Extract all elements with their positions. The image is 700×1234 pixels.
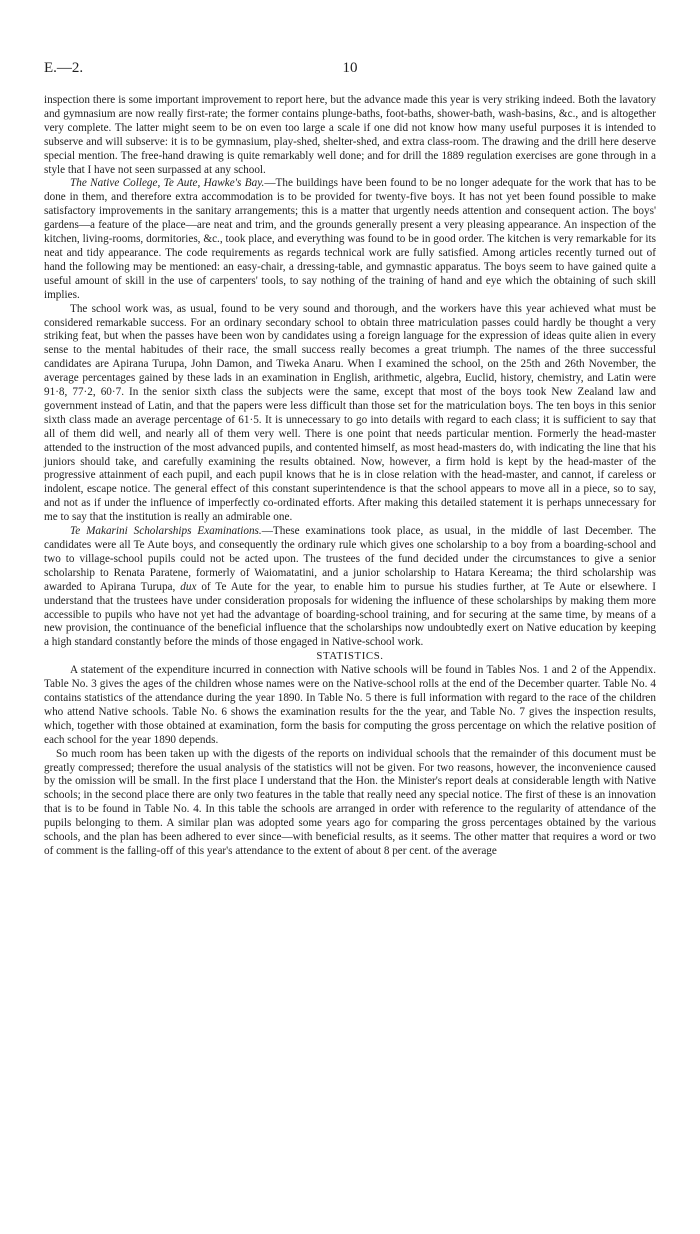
document-code: E.—2. [44,60,84,76]
page-number: 10 [342,60,358,76]
paragraph-native-college [44,177,656,302]
paragraph-lavatory: inspection there is some important improvement to report here, but the advance made this year is very striking indeed. Both the lavatory and gymnasium are now really first-rate; the former contains plunge-baths, foot-baths, shower-bath, wash-basins, &c., and is altogether very complete. The latter might seem to be on even too large a scale if one did not know how many useful purposes it is intended to subserve and will subserve: it is to be gymnasium, play-shed, shelter-shed, and extra class-room. The drawing and the drill here deserve special mention. The free-hand drawing is quite remarkably well done; and for drill the 1889 regulation exercises are gone through in a style that I have not seen surpassed at any school. [44,94,656,176]
section-title-native-college: The Native College, Te Aute, Hawke's Bay. [70,177,265,190]
paragraph-school-work: The school work was, as usual, found to be very sound and thorough, and the workers have this year achieved what must be considered remarkable success. For an ordinary secondary school to obtain three matriculation passes could hardly be thought a very striking feat, but when the passes have been won by candidates using a foreign language for the expression of ideas quite alien in every sense to the mental habitudes of their race, the small success really becomes a great triumph. The names of the three successful candidates are Apirana Turupa, John Damon, and Tiweka Anaru. When I examined the school, on the 25th and 26th November, the average percentages gained by these lads in an examination in English, arithmetic, algebra, Euclid, history, chemistry, and Latin were 91·8, 77·2, 60·7. In the senior sixth class the subjects were the same, except that most of the boys took New Zealand law and government instead of Latin, and that the papers were less difficult than those set for the matriculation boys. The ten boys in this senior sixth class made an average percentage of 61·5. It is unnecessary to go into details with regard to each class; it is sufficient to say that all of them did well, and nearly all of them very well. There is one point that needs particular mention. Formerly the head-master attended to the instruction of the most advanced pupils, and contented himself, as most head-masters do, with indicating the line that his juniors should take, and carefully examining the results obtained. Now, however, a firm hold is kept by the head-master of the progressive attainment of each pupil, and each pupil knows that he is in close relation with the head-master, and cannot, if careless or indolent, escape notice. The general effect of this constant superintendence is that the school appears to move all in a piece, so to say, and not as if under the influence of imperfectly co-ordinated efforts. After making this detailed statement it is perhaps unnecessary for me to say that the institution is really an admirable one. [44,302,656,524]
page-header [44,60,656,80]
paragraph-scholarships [44,525,656,650]
paragraph-native-college-text: —The buildings have been found to be no longer adequate for the work that has to be done in them, and therefore extra accommodation is to be provided for twenty-five boys. It has not yet been found possible to make satisfactory improvements in the sanitary arrangements; this is a matter that urgently needs attention and consequent action. The boys' gardens—a feature of the place—are neat and trim, and the grounds generally present a very pleasing appearance. An inspection of the kitchen, living-rooms, dormitories, &c., took place, and everything was found to be in good order. The kitchen is very remarkable for its neat and tidy appearance. The code requirements as regards technical work are fully satisfied. Among articles recently turned out of hand the following may be mentioned: an easy-chair, a dressing-table, and gymnastic apparatus. The boys seem to have gained quite a useful amount of skill in the use of carpenters' tools, to say nothing of the training of hand and eye which the obtaining of such skill implies. [44,177,656,301]
body-text [44,94,656,859]
paragraph-scholarships-text-b: of Te Aute for the year, to enable him to pursue his studies further, at Te Aute or elsewhere. I understand that the trustees have under consideration proposals for widening the influence of these scholarships by making them more accessible to pupils who have not yet had the advantage of boarding-school training, and for securing at the same time, by means of a new provision, the continuance of the beneficial influence that the scholarships now undoubtedly exert on Native education by keeping a high standard constantly before the minds of those engaged in Native-school work. [44,580,656,649]
paragraph-room: So much room has been taken up with the digests of the reports on individual schools that the remainder of this document must be greatly compressed; therefore the usual analysis of the statistics will not be given. For two reasons, however, the inconvenience caused by the omission will be small. In the first place I understand that the Hon. the Minister's report deals at considerable length with Native schools; in the second place there are only two features in the table that really need any special notice. The first of these is an innovation that is to be found in Table No. 4. In this table the schools are arranged in order with reference to the regularity of attendance of the pupils belonging to them. A similar plan was adopted some years ago for comparing the gross percentages obtained by the various schools, and the plan has been adhered to ever since—with beneficial results, as it seems. The other matter that requires a word or two of comment is the falling-off of this year's attendance to the extent of about 8 per cent. of the average [44,747,656,857]
paragraph-expenditure: A statement of the expenditure incurred in connection with Native schools will be found in Tables Nos. 1 and 2 of the Appendix. Table No. 3 gives the ages of the children whose names were on the Native-school rolls at the end of the December quarter. Table No. 4 contains statistics of the attendance during the year 1890. In Table No. 5 there is full information with regard to the race of the children who attend Native schools. Table No. 6 shows the examination results for the the year, and Table No. 7 gives the inspection results, which, together with those obtained at examination, form the basis for computing the gross percentage on which the relative position of each school for the year 1890 depends. [44,664,656,746]
section-title-scholarships: Te Makarini Scholarships Examinations. [70,525,262,538]
dux-word: dux [180,580,197,593]
paragraph-scholarships-text-a: —These examinations took place, as usual, in the middle of last December. The candidates were all Te Aute boys, and consequently the ordinary rule which gives one scholarship to a boy from a boarding-school and two to village-school pupils could not be acted upon. The trustees of the fund decided under the circumstances to give a senior scholarship to Renata Paratene, formerly of Waiomatatini, and a junior scholarship to Hatara Kereama; the third scholarship was awarded to Apirana Turupa, [44,525,656,593]
statistics-heading: STATISTICS. [316,650,384,663]
